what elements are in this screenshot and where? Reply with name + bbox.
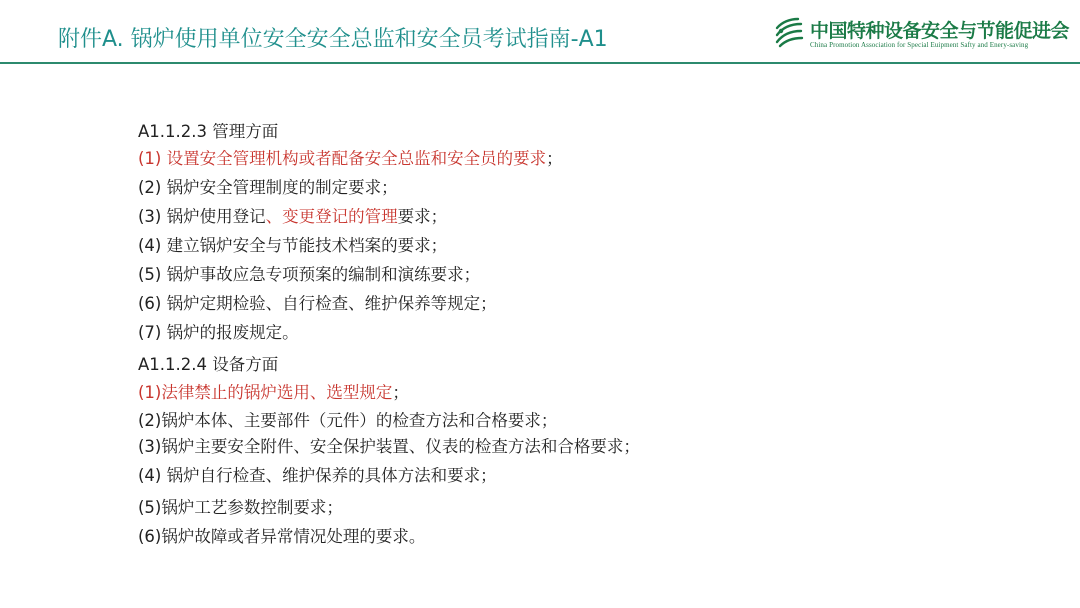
management-item-4 xyxy=(138,232,447,256)
slide-title: 附件A. 锅炉使用单位安全安全总监和安全员考试指南-A1 xyxy=(58,27,608,52)
item-text: (5) 锅炉事故应急专项预案的编制和演练要求； xyxy=(138,265,481,284)
management-item-1 xyxy=(138,145,563,169)
item-text: (4) 建立锅炉安全与节能技术档案的要求； xyxy=(138,236,448,255)
management-item-5 xyxy=(138,261,480,285)
header-divider xyxy=(0,62,1080,64)
management-item-3 xyxy=(138,203,447,227)
equipment-item-4 xyxy=(138,462,497,486)
management-item-7 xyxy=(138,319,299,343)
equipment-item-6 xyxy=(138,523,425,547)
equipment-item-3 xyxy=(138,433,640,457)
item-text-highlight: (1)法律禁止的锅炉选用、选型规定 xyxy=(138,383,393,402)
item-text: (2) 锅炉安全管理制度的制定要求； xyxy=(138,178,398,197)
item-text: (6) 锅炉定期检验、自行检查、维护保养等规定； xyxy=(138,294,497,313)
item-text: (3) 锅炉使用登记 xyxy=(138,207,266,226)
section-heading-management: A1.1.2.3 管理方面 xyxy=(138,122,279,141)
equipment-item-5 xyxy=(138,494,343,518)
management-item-6 xyxy=(138,290,497,314)
organization-name: 中国特种设备安全与节能促进会 xyxy=(810,20,1070,42)
item-text: (3)锅炉主要安全附件、安全保护装置、仪表的检查方法和合格要求； xyxy=(138,437,640,456)
item-text: 要求； xyxy=(397,207,448,226)
item-text: ； xyxy=(392,383,409,402)
item-text: (5)锅炉工艺参数控制要求； xyxy=(138,498,343,517)
equipment-item-1 xyxy=(138,379,409,403)
slide-header xyxy=(0,0,1080,62)
item-text-highlight: 、变更登记的管理 xyxy=(265,207,398,226)
item-text: (6)锅炉故障或者异常情况处理的要求。 xyxy=(138,527,426,546)
association-logo-icon xyxy=(772,15,806,49)
item-text: (7) 锅炉的报废规定。 xyxy=(138,323,299,342)
item-text: ； xyxy=(546,149,563,168)
management-item-2 xyxy=(138,174,398,198)
item-text: (2)锅炉本体、主要部件（元件）的检查方法和合格要求； xyxy=(138,411,558,430)
item-text: (4) 锅炉自行检查、维护保养的具体方法和要求； xyxy=(138,466,497,485)
organization-name-english: China Promotion Association for Special Euipment Safty and Enery-saving xyxy=(810,41,1029,49)
section-heading-equipment: A1.1.2.4 设备方面 xyxy=(138,355,279,374)
organization-brand xyxy=(772,14,1072,54)
equipment-item-2 xyxy=(138,407,557,431)
item-text-highlight: (1) 设置安全管理机构或者配备安全总监和安全员的要求 xyxy=(138,149,547,168)
